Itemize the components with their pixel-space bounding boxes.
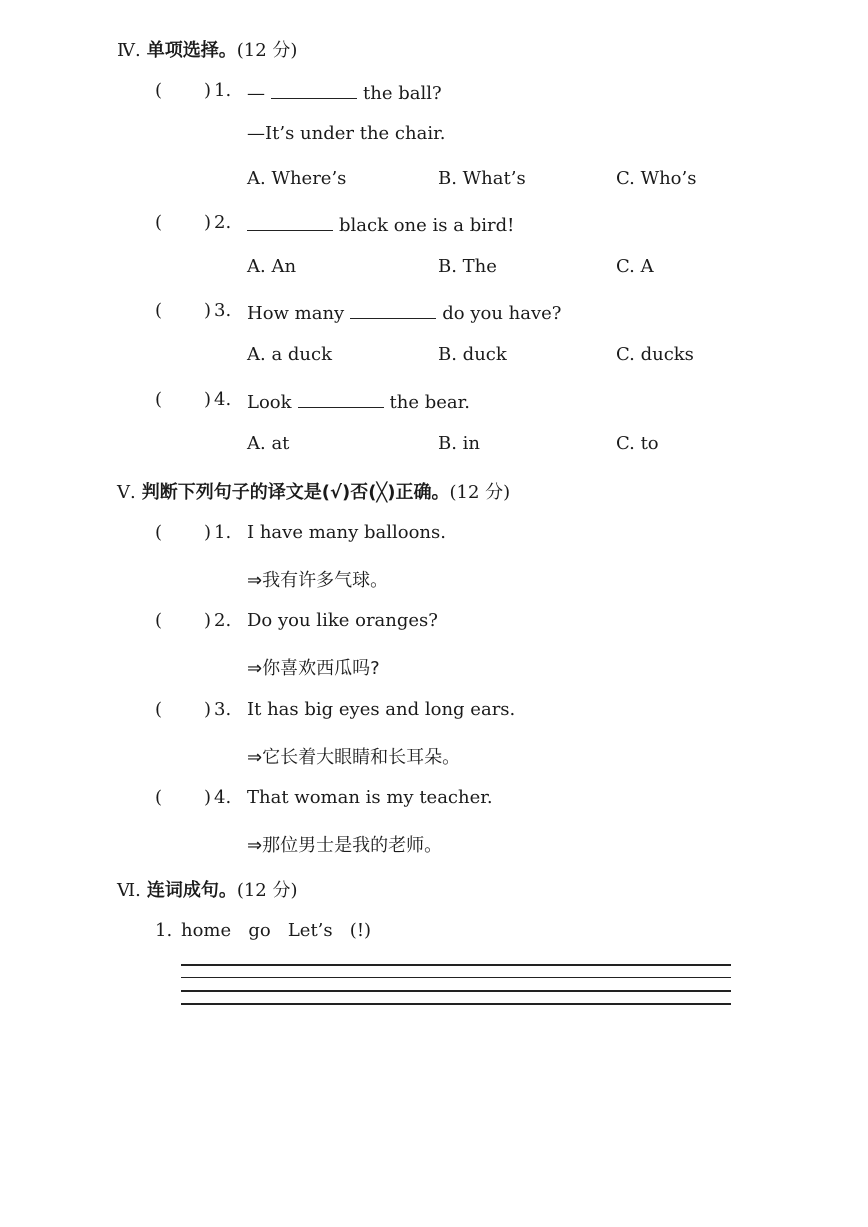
english-sentence: I have many balloons. [247, 522, 446, 543]
question-stem: black one is a bird! [247, 212, 514, 236]
section-5-heading [117, 478, 510, 504]
answer-paren[interactable]: ( ) [155, 610, 212, 631]
section-4-title: 单项选择。 [146, 40, 237, 61]
question-number: 4. [214, 389, 232, 410]
answer-paren[interactable]: ( ) [155, 300, 212, 321]
section-6-points: (12 分) [236, 880, 298, 901]
question-number: 1. [214, 522, 232, 543]
option-b[interactable]: B. duck [438, 344, 507, 365]
question-number: 4. [214, 787, 232, 808]
option-c[interactable]: C. to [616, 433, 659, 454]
question-number: 3. [214, 699, 232, 720]
fill-blank[interactable] [350, 300, 436, 319]
writing-line [181, 964, 731, 966]
answer-paren[interactable]: ( ) [155, 699, 212, 720]
question-number: 3. [214, 300, 232, 321]
question-number: 2. [214, 610, 232, 631]
chinese-translation: ⇒你喜欢西瓜吗? [247, 658, 380, 679]
scrambled-words: home go Let’s (!) [181, 920, 372, 941]
section-4-numeral: Ⅳ. [117, 40, 141, 61]
question-stem: Look the bear. [247, 389, 470, 413]
option-a[interactable]: A. Where’s [247, 168, 347, 189]
answer-paren[interactable]: ( ) [155, 522, 212, 543]
question-number: 2. [214, 212, 232, 233]
english-sentence: Do you like oranges? [247, 610, 438, 631]
option-c[interactable]: C. ducks [616, 344, 694, 365]
fill-blank[interactable] [247, 212, 333, 231]
chinese-translation: ⇒它长着大眼睛和长耳朵。 [247, 747, 461, 768]
fill-blank[interactable] [298, 389, 384, 408]
question-stem: — the ball? [247, 80, 442, 104]
question-stem: How many do you have? [247, 300, 561, 324]
option-a[interactable]: A. An [247, 256, 297, 277]
question-number: 1. [214, 80, 232, 101]
item-number: 1. [155, 920, 173, 941]
writing-line [181, 990, 731, 992]
option-b[interactable]: B. in [438, 433, 481, 454]
question-response: —It’s under the chair. [247, 123, 446, 144]
section-5-points: (12 分) [449, 482, 511, 503]
option-a[interactable]: A. at [247, 433, 290, 454]
section-5-numeral: Ⅴ. [117, 482, 136, 503]
option-a[interactable]: A. a duck [247, 344, 332, 365]
fill-blank[interactable] [271, 80, 357, 99]
chinese-translation: ⇒我有许多气球。 [247, 570, 389, 591]
section-6-heading [117, 876, 298, 902]
english-sentence: It has big eyes and long ears. [247, 699, 516, 720]
option-c[interactable]: C. Who’s [616, 168, 697, 189]
option-b[interactable]: B. What’s [438, 168, 526, 189]
section-6-title: 连词成句。 [146, 880, 237, 901]
writing-line [181, 1003, 731, 1005]
chinese-translation: ⇒那位男士是我的老师。 [247, 835, 443, 856]
english-sentence: That woman is my teacher. [247, 787, 493, 808]
answer-paren[interactable]: ( ) [155, 389, 212, 410]
answer-paren[interactable]: ( ) [155, 787, 212, 808]
section-5-title: 判断下列句子的译文是(√)否(╳)正确。 [141, 482, 450, 503]
writing-line [181, 977, 731, 978]
section-4-heading [117, 36, 297, 62]
section-6-numeral: Ⅵ. [117, 880, 141, 901]
section-4-points: (12 分) [236, 40, 298, 61]
option-b[interactable]: B. The [438, 256, 497, 277]
answer-paren[interactable]: ( ) [155, 212, 212, 233]
answer-paren[interactable]: ( ) [155, 80, 212, 101]
option-c[interactable]: C. A [616, 256, 654, 277]
